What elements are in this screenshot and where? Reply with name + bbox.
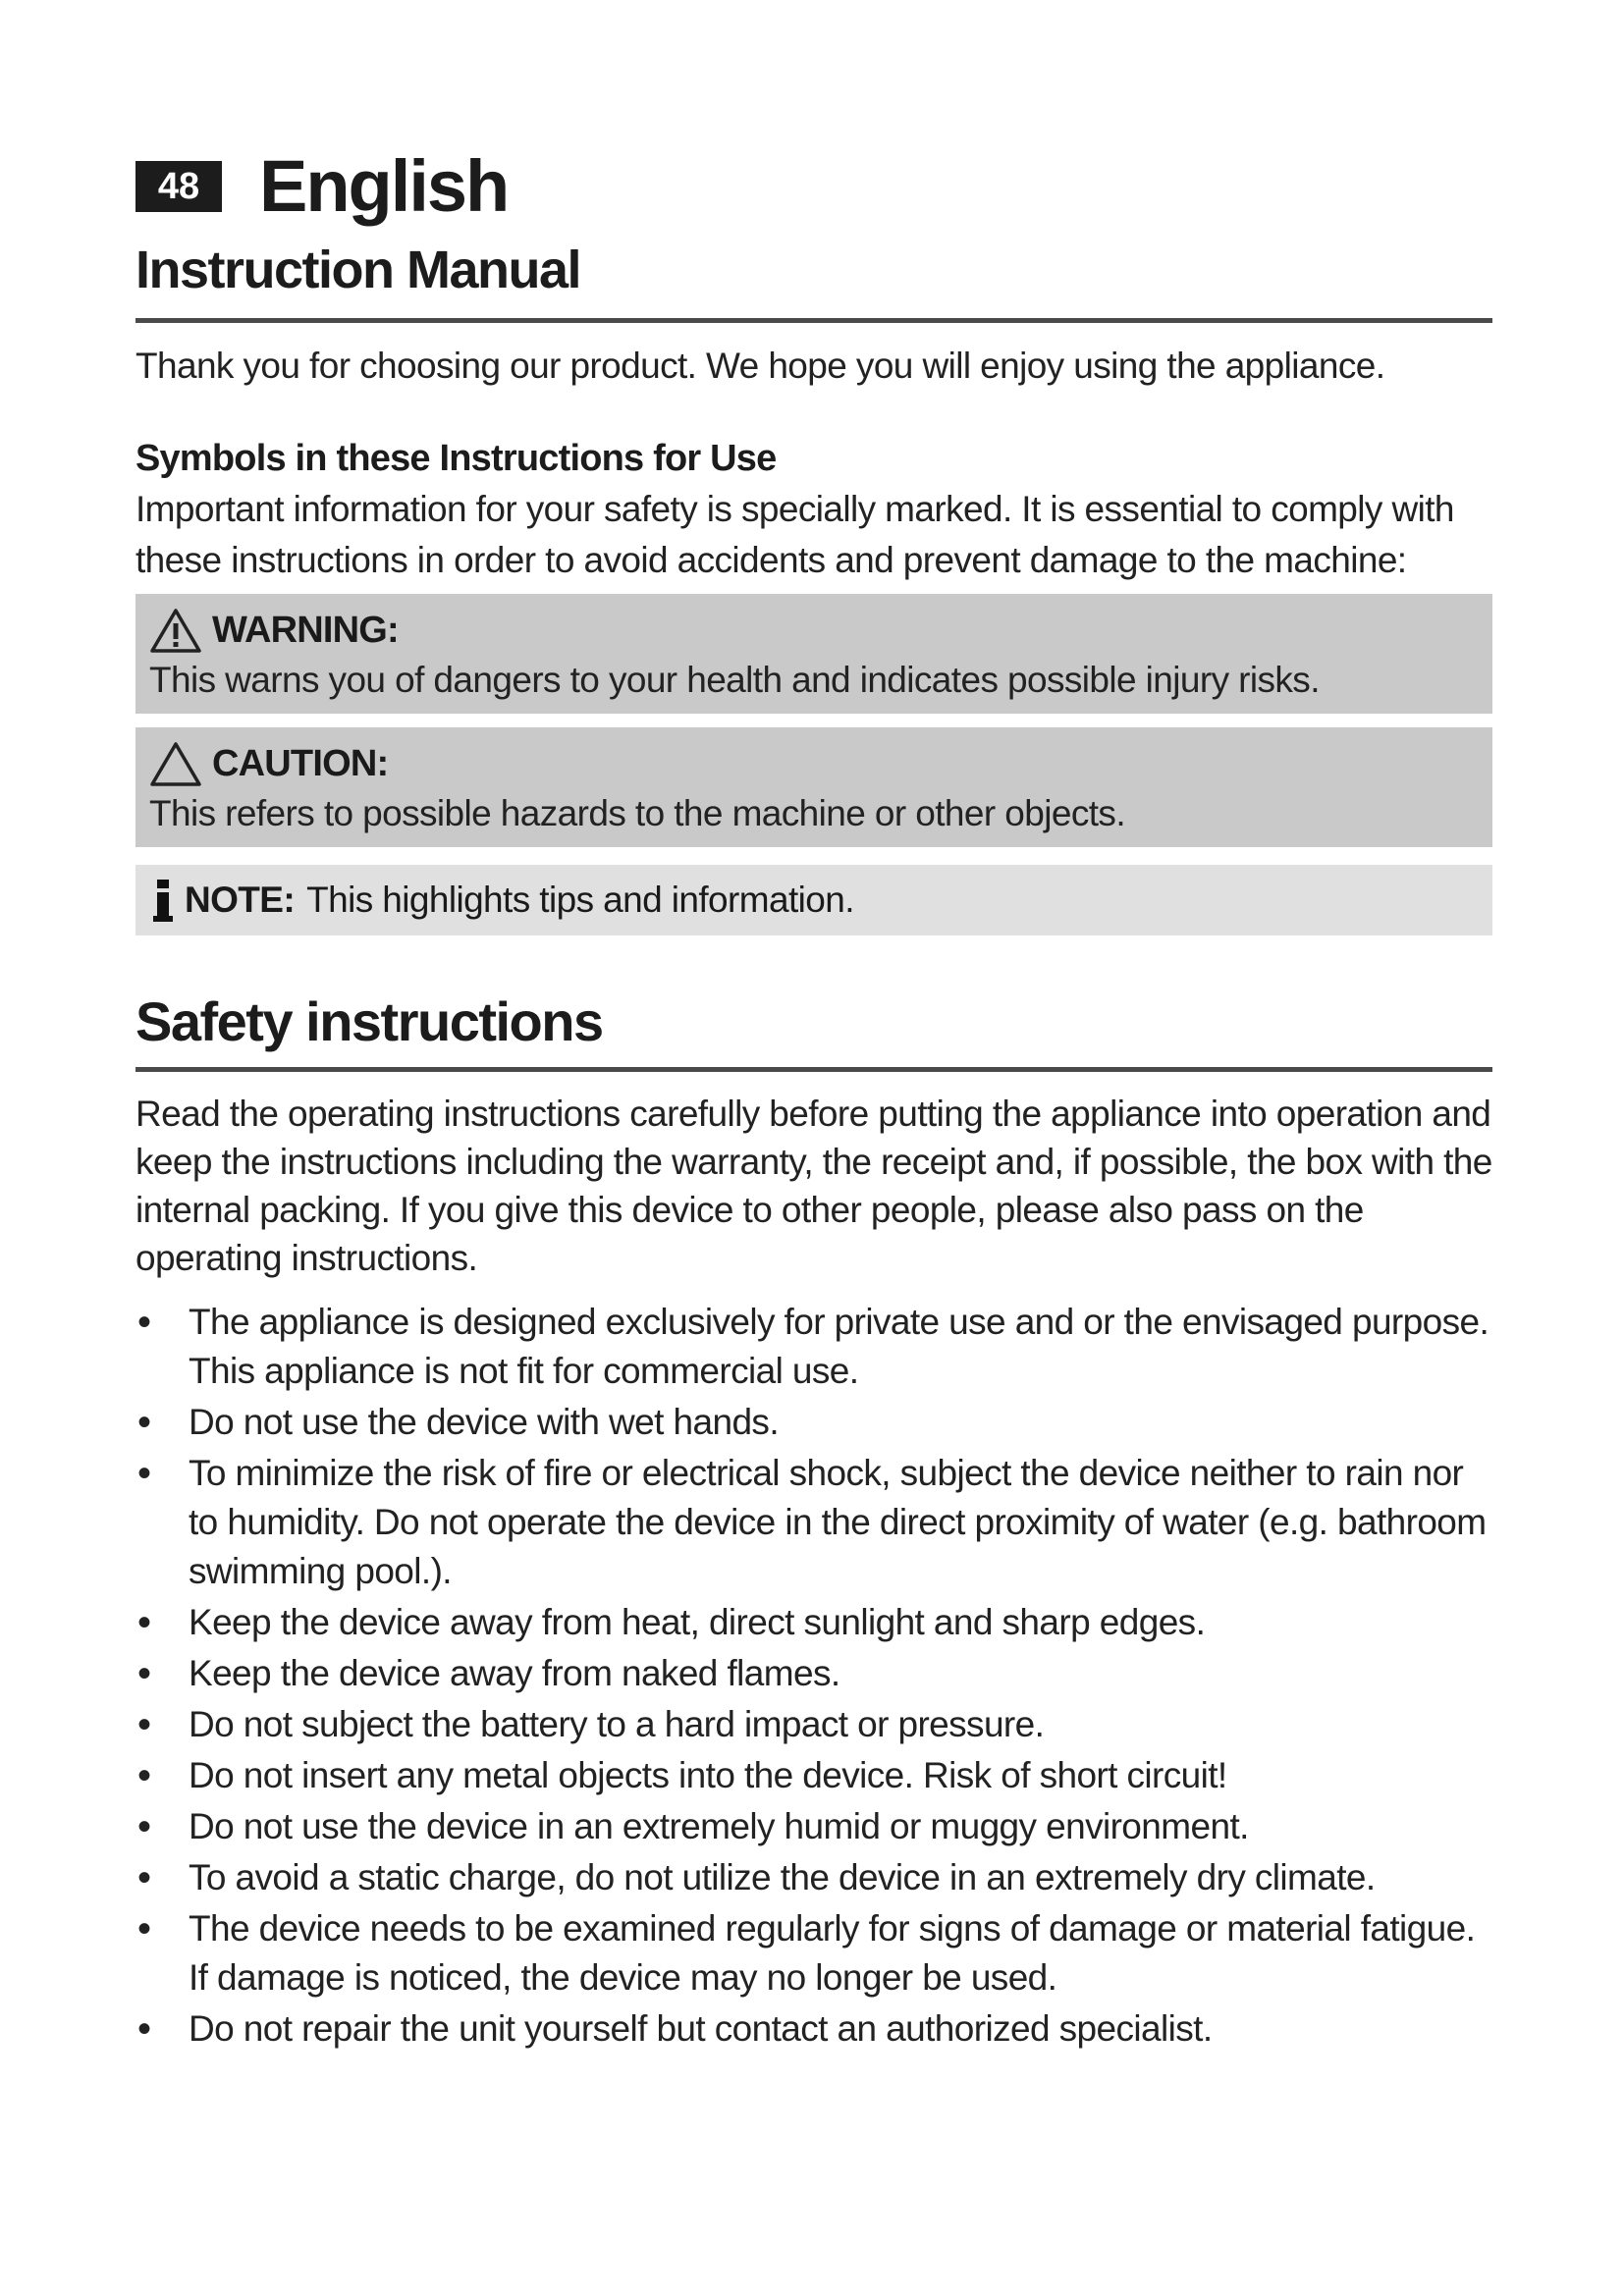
symbols-heading: Symbols in these Instructions for Use	[135, 438, 777, 479]
caution-label: CAUTION:	[212, 743, 389, 784]
caution-text: This refers to possible hazards to the machine or other objects.	[149, 793, 1126, 833]
list-item: • Do not subject the battery to a hard impact or pressure.	[135, 1700, 1492, 1749]
list-item: • To avoid a static charge, do not utilize the device in an extremely dry climate.	[135, 1853, 1492, 1902]
caution-title	[149, 737, 1479, 790]
list-item: • Do not use the device in an extremely humid or muggy environment.	[135, 1802, 1492, 1851]
warning-triangle-icon	[149, 607, 202, 654]
language-heading: English	[259, 145, 509, 227]
note-row	[149, 873, 1479, 928]
list-item: • Do not use the device with wet hands.	[135, 1398, 1492, 1447]
safety-list	[135, 1298, 1492, 2054]
list-item: • Keep the device away from heat, direct sunlight and sharp edges.	[135, 1598, 1492, 1647]
thanks-paragraph: Thank you for choosing our product. We hope you will enjoy using the appliance.	[135, 346, 1385, 386]
safety-intro-paragraph: Read the operating instructions carefully before putting the appliance into operation and keep the instructions including the warranty, the receipt and, if possible, the box with the internal packing. If you give this device to other people, please also pass on the operating instructions.	[135, 1094, 1492, 1278]
caution-box	[135, 727, 1492, 847]
list-item: • Do not repair the unit yourself but contact an authorized specialist.	[135, 2004, 1492, 2054]
safety-divider	[135, 1067, 1492, 1072]
note-box	[135, 865, 1492, 935]
warning-title	[149, 604, 1479, 657]
caution-triangle-icon	[149, 740, 202, 787]
safety-heading: Safety instructions	[135, 990, 603, 1052]
manual-page	[135, 147, 1492, 2056]
warning-label: WARNING:	[212, 610, 399, 651]
list-item: • Do not insert any metal objects into the device. Risk of short circuit!	[135, 1751, 1492, 1800]
list-item: • The appliance is designed exclusively for private use and or the envisaged purpose. This appliance is not fit for commercial use.	[135, 1298, 1492, 1396]
note-label: NOTE:	[185, 880, 296, 920]
list-item: • The device needs to be examined regularly for signs of damage or material fatigue. If damage is noticed, the device may no longer be used.	[135, 1904, 1492, 2002]
list-item: • Keep the device away from naked flames.	[135, 1649, 1492, 1698]
page-header	[135, 147, 1492, 226]
warning-text: This warns you of dangers to your health and indicates possible injury risks.	[149, 660, 1320, 700]
manual-title: Instruction Manual	[135, 240, 581, 299]
symbols-paragraph: Important information for your safety is specially marked. It is essential to comply with these instructions in order to avoid accidents and prevent damage to the machine:	[135, 489, 1454, 580]
list-item: • To minimize the risk of fire or electrical shock, subject the device neither to rain nor to humidity. Do not operate the device in the direct proximity of water (e.g. bathroom swimming pool.).	[135, 1449, 1492, 1596]
page-number-badge: 48	[135, 161, 222, 212]
warning-box	[135, 594, 1492, 714]
note-text: This highlights tips and information.	[306, 880, 854, 920]
title-divider	[135, 318, 1492, 323]
info-icon	[149, 876, 177, 925]
